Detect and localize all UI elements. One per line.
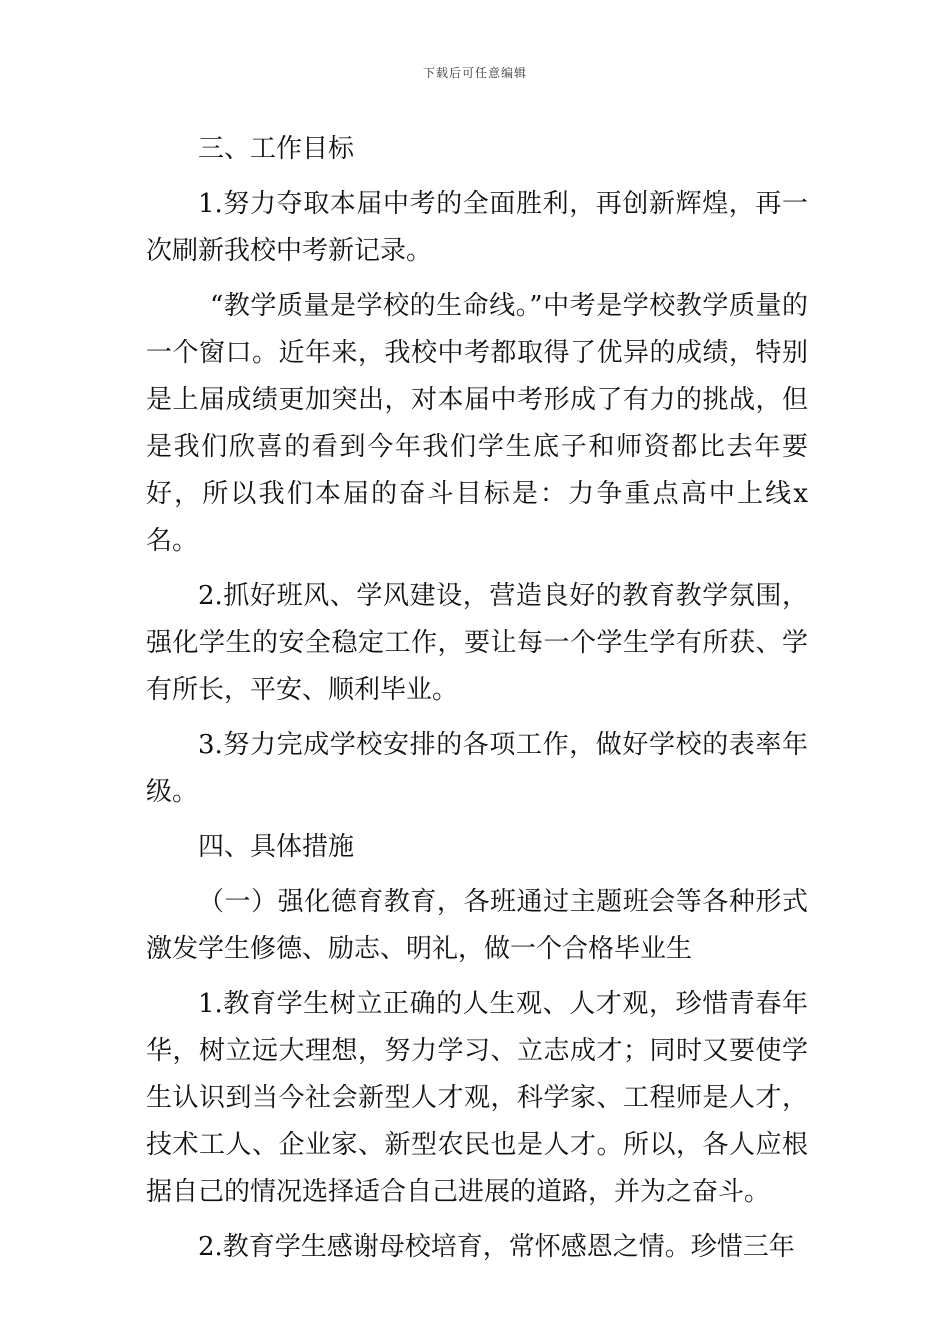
paragraph-goal-2: 2.抓好班风、学风建设，营造良好的教育教学氛围，强化学生的安全稳定工作，要让每一个学生学有所获、学有所长，平安、顺利毕业。 (146, 581, 808, 705)
paragraph-goal-1: 1.努力夺取本届中考的全面胜利，再创新辉煌，再一次刷新我校中考新记录。 (146, 189, 808, 266)
section-heading-measures: 四、具体措施 (198, 832, 355, 862)
paragraph-measure-2: 2.教育学生感谢母校培育，常怀感恩之情。珍惜三年 (198, 1232, 795, 1262)
subsection-heading-moral: （一）强化德育教育，各班通过主题班会等各种形式激发学生修德、励志、明礼，做一个合格毕业生 (146, 887, 808, 964)
paragraph-measure-1: 1.教育学生树立正确的人生观、人才观，珍惜青春年华，树立远大理想，努力学习、立志成才；同时又要使学生认识到当今社会新型人才观，科学家、工程师是人才，技术工人、企业家、新型农民也是人才。所以，各人应根据自己的情况选择适合自己进展的道路，并为之奋斗。 (146, 989, 808, 1207)
section-heading-goals: 三、工作目标 (198, 134, 355, 164)
paragraph-quality: “教学质量是学校的生命线。”中考是学校教学质量的一个窗口。近年来，我校中考都取得了优异的成绩，特别是上届成绩更加突出，对本届中考形成了有力的挑战，但是我们欣喜的看到今年我们学生底子和师资都比去年要好，所以我们本届的奋斗目标是：力争重点高中上线x名。 (146, 291, 808, 556)
paragraph-goal-3: 3.努力完成学校安排的各项工作，做好学校的表率年级。 (146, 730, 808, 807)
document-body (146, 126, 808, 1279)
page-header: 下载后可任意编辑 (422, 66, 527, 80)
